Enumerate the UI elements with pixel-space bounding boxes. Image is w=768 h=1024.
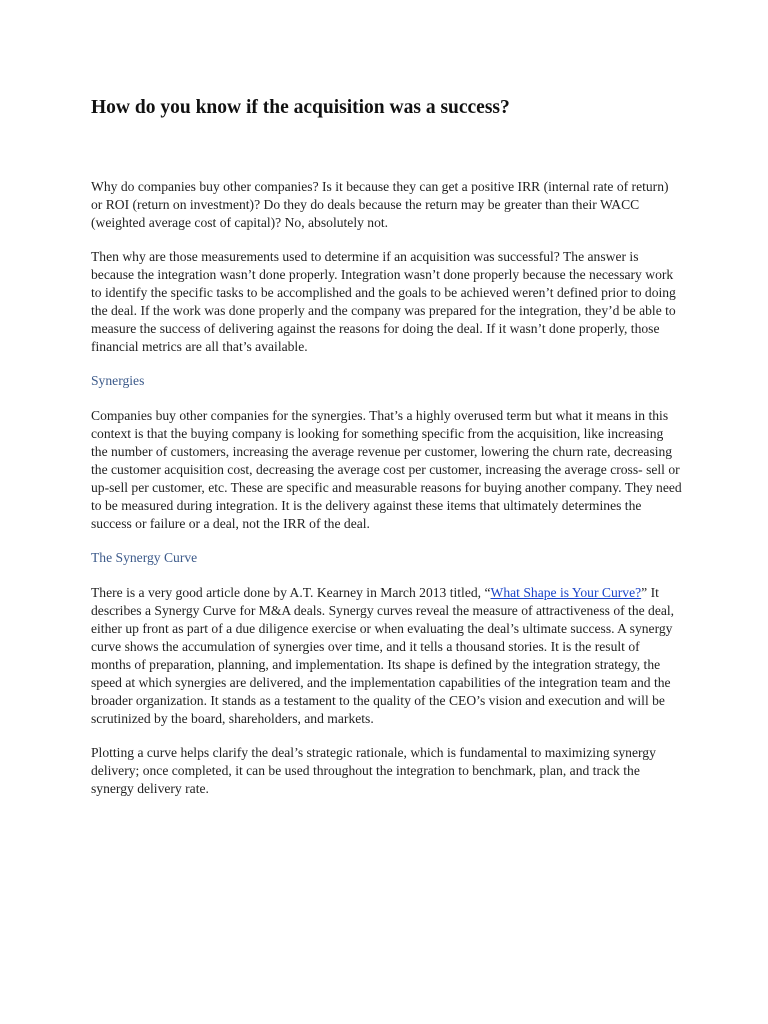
synergies-paragraph: Companies buy other companies for the synergies. That’s a highly overused term but what it means in this context is that the buying company is looking for something specific from the acquisition, like increasing the number of customers, increasing the average revenue per customer, lowering the churn rate, decreasing the customer acquisition cost, decreasing the average cost per customer, increasing the average cross- sell or up-sell per customer, etc. These are specific and measurable reasons for buying another company. They need to be measured during integration. It is the delivery against these items that ultimately determines the success or failure or a deal, not the IRR of the deal. xyxy=(91,408,682,531)
synergy-curve-paragraph-1 xyxy=(91,584,683,728)
synergies-heading: Synergies xyxy=(91,373,145,388)
synergy-curve-text-before-link: There is a very good article done by A.T. Kearney in March 2013 titled, “ xyxy=(91,585,491,600)
synergy-curve-paragraph-2: Plotting a curve helps clarify the deal’s strategic rationale, which is fundamental to maximizing synergy delivery; once completed, it can be used throughout the integration to benchmark, plan, and track the synergy delivery rate. xyxy=(91,745,656,796)
synergy-curve-heading: The Synergy Curve xyxy=(91,550,198,565)
intro-paragraph-2: Then why are those measurements used to determine if an acquisition was successful? The answer is because the integration wasn’t done properly. Integration wasn’t done properly because the necessary work to identify the specific tasks to be accomplished and the goals to be achieved weren’t defined prior to doing the deal. If the work was done properly and the company was prepared for the integration, they’d be able to measure the success of delivering against the reasons for doing the deal. If it wasn’t done properly, those financial metrics are all that’s available. xyxy=(91,249,676,354)
synergy-curve-text-after-link: ” It describes a Synergy Curve for M&A deals. Synergy curves reveal the measure of attractiveness of the deal, either up front as part of a due diligence exercise or when evaluating the deal’s ultimate success. A synergy curve shows the accumulation of synergies over time, and it tells a thousand stories. It is the result of months of preparation, planning, and implementation. Its shape is defined by the integration strategy, the speed at which synergies are delivered, and the implementation capabilities of the integration team and the broader organization. It stands as a testament to the quality of the CEO’s vision and execution and will be scrutinized by the board, shareholders, and markets. xyxy=(91,585,675,726)
article-link[interactable]: What Shape is Your Curve? xyxy=(490,585,642,600)
document-page xyxy=(91,96,683,798)
intro-paragraph-1: Why do companies buy other companies? Is it because they can get a positive IRR (internal rate of return) or ROI (return on investment)? Do they do deals because the return may be greater than their WACC (weighted average cost of capital)? No, absolutely not. xyxy=(91,179,669,230)
document-title: How do you know if the acquisition was a success? xyxy=(91,97,510,118)
